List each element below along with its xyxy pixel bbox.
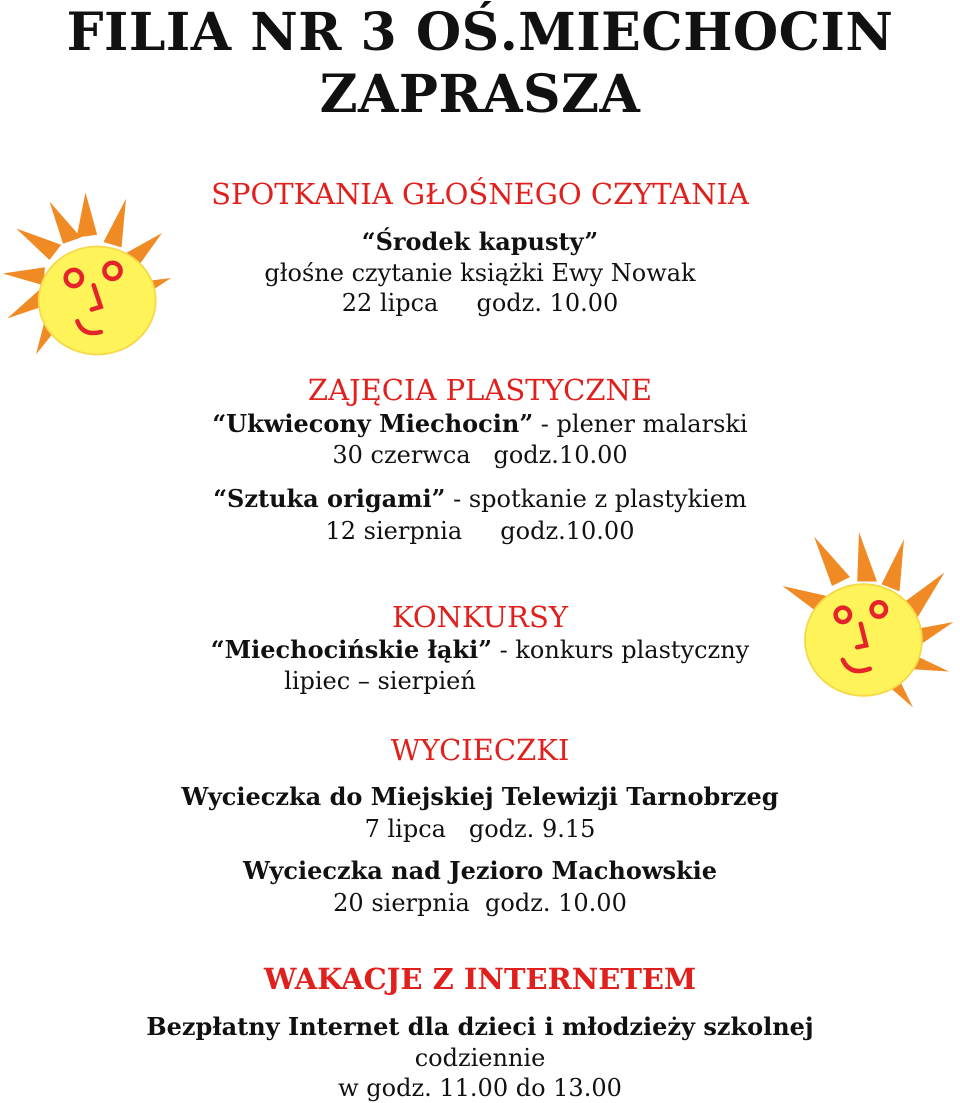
internet-hours: w godz. 11.00 do 13.00: [338, 1074, 622, 1102]
event-date: 22 lipca godz. 10.00: [341, 289, 619, 317]
section-heading-contests: KONKURSY: [392, 600, 568, 634]
page-title-line2: ZAPRASZA: [319, 64, 641, 125]
trip-title: Wycieczka nad Jezioro Machowskie: [242, 856, 718, 885]
event-title: “Ukwiecony Miechocin”: [212, 409, 534, 438]
section-heading-trips: WYCIECZKI: [390, 733, 570, 767]
event-title: “Sztuka origami”: [213, 484, 446, 513]
event-description: głośne czytanie książki Ewy Nowak: [264, 259, 696, 287]
event-line: [0, 484, 960, 514]
event-line: [0, 409, 960, 439]
section-heading-art: ZAJĘCIA PLASTYCZNE: [307, 373, 653, 407]
trip-date: 20 sierpnia godz. 10.00: [333, 889, 627, 917]
event-description: - konkurs plastyczny: [492, 636, 750, 664]
internet-description: Bezpłatny Internet dla dzieci i młodzieży szkolnej: [146, 1012, 814, 1041]
event-title: “Środek kapusty”: [361, 227, 599, 256]
event-date: lipiec – sierpień: [284, 667, 476, 695]
event-date: 12 sierpnia godz.10.00: [325, 517, 635, 545]
event-title: “Miechocińskie łąki”: [210, 635, 493, 664]
trip-title: Wycieczka do Miejskiej Telewizji Tarnobrzeg: [181, 782, 779, 811]
sun-face-icon: [778, 532, 958, 712]
page-title-line1: FILIA NR 3 OŚ.MIECHOCIN: [66, 2, 894, 63]
event-date: 30 czerwca godz.10.00: [332, 441, 628, 469]
event-description: - spotkanie z plastykiem: [445, 485, 747, 513]
section-heading-reading: SPOTKANIA GŁOŚNEGO CZYTANIA: [211, 177, 749, 211]
internet-frequency: codziennie: [414, 1044, 546, 1072]
trip-date: 7 lipca godz. 9.15: [364, 815, 596, 843]
section-heading-internet: WAKACJE Z INTERNETEM: [263, 962, 697, 996]
sun-face-icon: [0, 188, 180, 368]
event-description: - plener malarski: [533, 410, 748, 438]
